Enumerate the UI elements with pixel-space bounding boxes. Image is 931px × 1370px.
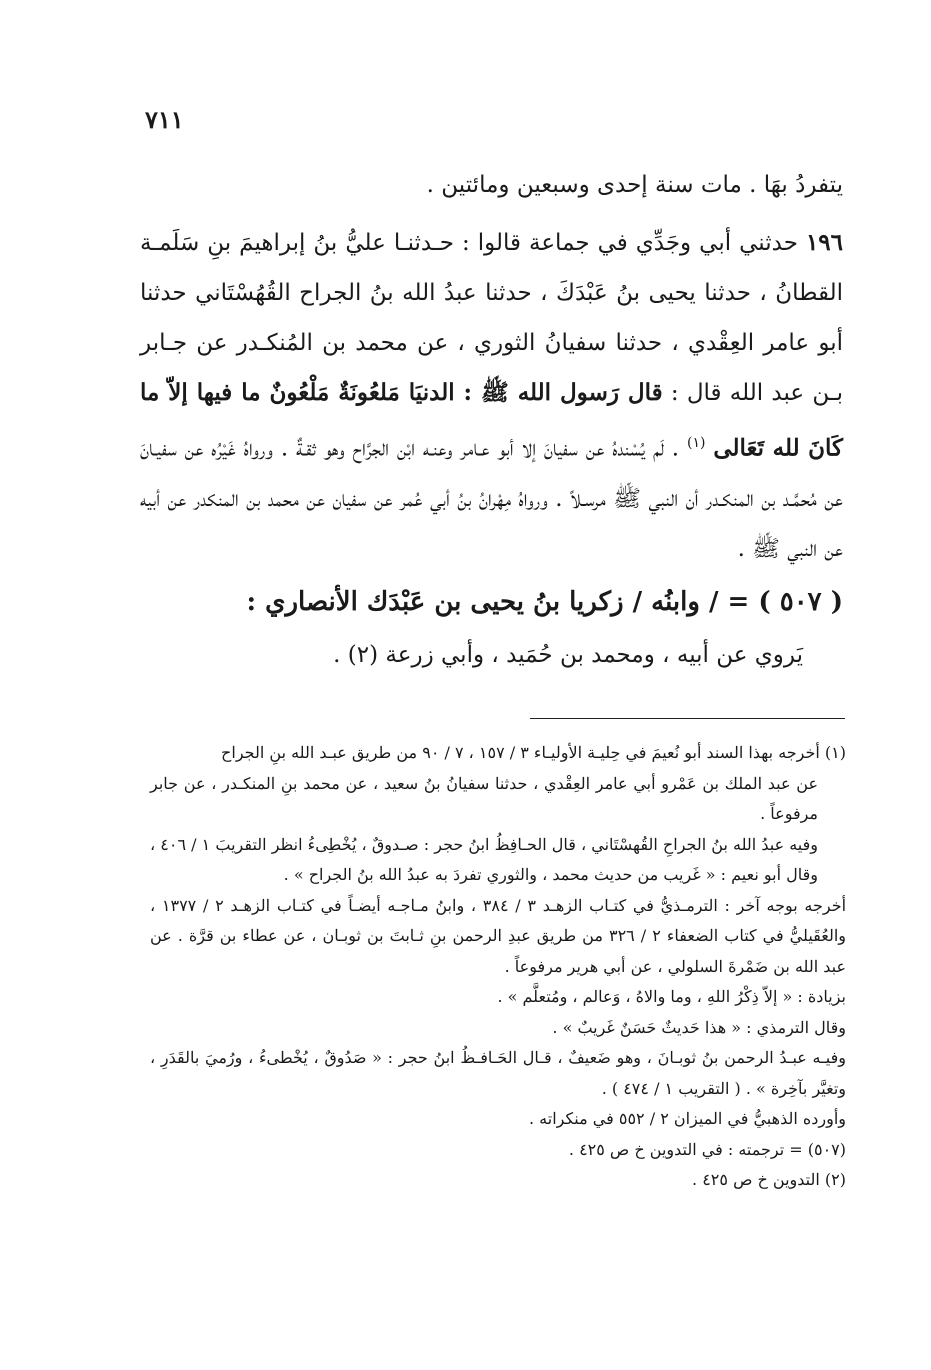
footnote-line: (٥٠٧) = ترجمته : في التدوين خ ص ٤٢٥ . xyxy=(568,1139,846,1159)
opening-line: يتفردُ بهَا . مات سنة إحدى وسبعين ومائتين . xyxy=(426,172,843,198)
hadith-text-part1: حدثني أبي وجَدِّي في جماعة قالوا : حـدثنـا عليُّ بنُ إبراهيمَ بنِ سَلَمـة القطانُ ، حدثنا يحيى بنُ عَبْدَكَ ، حدثنا عبدُ الله بنُ الجراح القُهُسْتَاني حدثنا أبو عامر العِقْدي ، حدثنا سفيانُ الثوري ، عن محمد بن المُنكـدر عن جـابر بـن عبد الله قال : xyxy=(140,230,844,406)
footnote-line: (٢) التدوين خ ص ٤٢٥ . xyxy=(692,1170,846,1189)
hadith-number: ١٩٦ xyxy=(805,229,844,256)
footnote-line: وفيه عبدُ الله بنُ الجراحِ القُهسْتَاني ، قال الحـافِظُ ابنُ حجر : صـدوقٌ ، يُخْطِىءُ انظر التقريبَ ١ / ٤٠٦ ، وقال أبو نعيم : « غَريب من حديث محمد ، والثوري تفردَ به عبدُ الله بنُ الجراح » . xyxy=(150,834,819,884)
main-text xyxy=(140,160,843,680)
footnote-line: أخرجه بوجه آخر : الترمـذيُّ في كتـاب الزهـد ٣ / ٣٨٤ ، وابنُ مـاجـه أيضـاً في كتـاب الزهـد ٢ / ١٣٧٧ ، والعُقَيليُّ في كتاب الضعفاء ٢ / ٣٢٦ من طريق عبدِ الرحمن بنِ ثـابتَ بن ثوبـان ، عن عطاء بن قرَّة . عن عبد الله بن ضَمْرةَ السلولي ، عن أبي هرير مرفوعاً . xyxy=(150,895,847,976)
footnote-line: (١) أخرجه بهذا السند أبو نُعيمَ في حِليـة الأوليـاء ٣ / ١٥٧ ، ٧ / ٩٠ من طريق عبـد الله بنِ الجراح xyxy=(221,743,846,762)
entry-heading: ( ٥٠٧ ) = / وابنُه / زكريا بنُ يحيى بن عَبْدَك الأنصاري : xyxy=(246,586,843,617)
footnote-divider xyxy=(530,718,845,719)
footnote-line: عن عبد الملك بن عَمْرو أبي عامر العِقْدي ، حدثنا سفيانُ بنُ سعيد ، عن محمد بنِ المنكـدر ، عن جابر مرفوعاً . xyxy=(150,773,818,823)
footnote-line: بزيادة : « إلاّ ذِكْرُ اللهِ ، وما والاهُ ، وَعالم ، ومُتعلَّم » . xyxy=(497,987,846,1006)
footnote-line: وأورده الذهبيُّ في الميزان ٢ / ٥٥٢ في منكراته . xyxy=(528,1109,846,1128)
hadith-bold-text: قال رَسول الله ﷺ : الدنيَا مَلعُونَةٌ مَلْعُونٌ ما فيها إلاّ ما كَانَ لله تَعَالى xyxy=(140,379,844,462)
footnote-line: وقال الترمذي : « هذا حَديثٌ حَسَنٌ غَريبٌ » . xyxy=(552,1017,846,1037)
footnote-line: وفيـه عبـدُ الرحمن بنُ ثوبـانَ ، وهو ضَعيفٌ ، قـال الحَـافـظُ ابنُ حجر : « صَدُوقٌ ، يُخْطىءُ ، ورُميَ بالقَدَرِ ، وتغيَّر بآخِرة » . ( التقريب ١ / ٤٧٤ ) . xyxy=(150,1048,847,1098)
footnote-ref-1[interactable]: (١) xyxy=(687,435,706,451)
footnotes-section xyxy=(150,738,846,1196)
page-number: ٧١١ xyxy=(145,105,184,134)
hadith-text-part2: . لَم يُسْندهُ عن سفيانَ إلا أبو عـامر وعنـه ابْن الجرَّاح وهو ثقـةٌ . ورواهُ غَيْرُه عن سفيـانَ عن مُحمَّـد بن المنكـدر أن النبي ﷺ مرسـلاً . ورواهُ مِهْرانُ بنُ أبي عُمر عن سفيان عن محمد بن المنكدر عن أبيه عن النبي ﷺ . xyxy=(140,435,843,562)
entry-body: يَروي عن أبيه ، ومحمد بن حُمَيد ، وأبي زرعة (٢) . xyxy=(333,641,803,668)
hadith-paragraph xyxy=(140,218,843,574)
